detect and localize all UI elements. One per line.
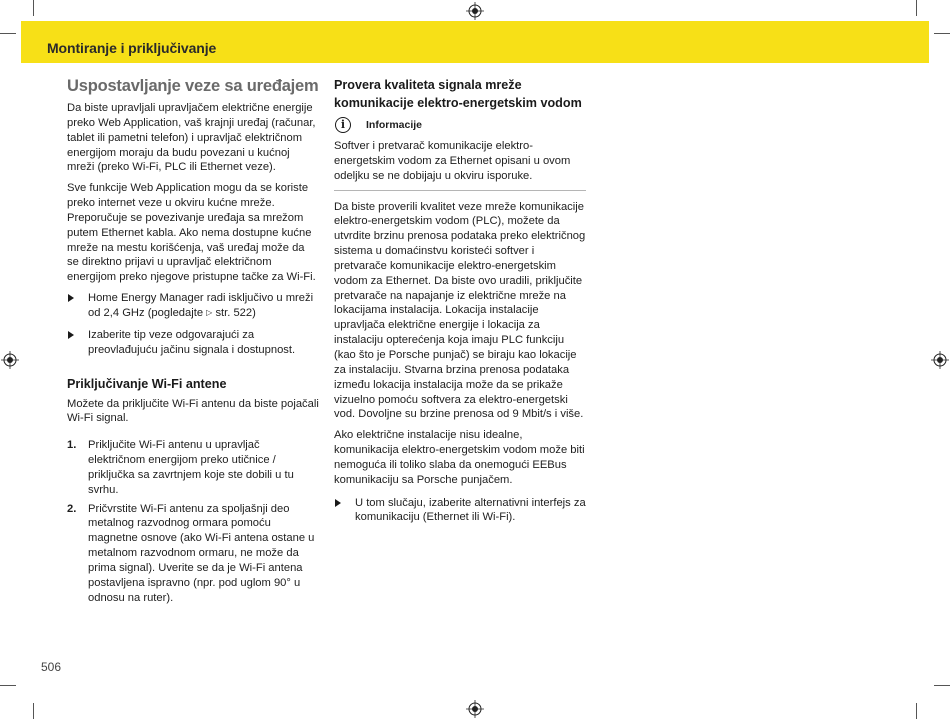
bullet-item <box>67 328 319 358</box>
section-header-title: Montiranje i priključivanje <box>47 40 217 56</box>
section-heading: Provera kvaliteta signala mreže komunikacije elektro-energetskim vodom <box>334 78 582 110</box>
bullet-triangle-icon <box>335 499 341 507</box>
paragraph: Možete da priključite Wi-Fi antenu da biste pojačali Wi-Fi signal. <box>67 397 319 425</box>
crop-mark-top-left-h <box>0 33 16 34</box>
step-text: Pričvrstite Wi-Fi antenu za spoljašnji deo metalnog razvodnog ormara pomoću magnetne osnove (ako Wi-Fi antena ostane u metalnom razvodnom ormaru, ne može da prima signal). Uverite se da je Wi-Fi antena postavljena ispravno (npr. pod uglom 90° u odnosu na ruter). <box>88 502 315 604</box>
page-reference-arrow-icon: ▷ <box>206 307 213 317</box>
crop-mark-top-left-v <box>33 0 34 16</box>
step-number: 1. <box>67 439 77 452</box>
bullet-text: U tom slučaju, izaberite alternativni interfejs za komunikaciju (Ethernet ili Wi-Fi). <box>355 496 586 524</box>
step-number: 2. <box>67 502 77 515</box>
registration-mark-left <box>1 351 19 369</box>
paragraph: Da biste upravljali upravljačem električne energije preko Web Application, vaš krajnji uređaj (računar, tablet ili pametni telefon) i upravljač električnom energijom moraju da budu povezani u kućnoj mreži (preko Wi-Fi, PLC ili Ethernet veze). <box>67 102 316 174</box>
page-number: 506 <box>41 660 62 674</box>
crop-mark-bottom-left-h <box>0 685 16 686</box>
bullet-triangle-icon <box>68 331 74 339</box>
numbered-step <box>67 502 319 606</box>
info-text: Softver i pretvarač komunikacije elektro-energetskim vodom za Ethernet opisani u ovom odeljku se ne dobijaju u okviru isporuke. <box>334 140 571 182</box>
right-column <box>334 76 586 532</box>
numbered-step <box>67 438 319 497</box>
crop-mark-bottom-right-v <box>916 703 917 719</box>
bullet-item <box>67 291 319 321</box>
info-note-header <box>334 117 586 133</box>
registration-mark-right <box>931 351 949 369</box>
divider <box>334 190 586 191</box>
left-column <box>67 76 319 609</box>
paragraph: Ako električne instalacije nisu idealne, komunikacija elektro-energetskim vodom može biti nemoguća ili toliko slaba da onemogući EEBus komunikaciju sa Porsche punjačem. <box>334 429 585 486</box>
paragraph: Sve funkcije Web Application mogu da se koriste preko internet veze u okviru kućne mreže. Preporučuje se povezivanje uređaja sa mrežom putem Ethernet kabla. Ako nema dostupne kućne mreže na mestu korišćenja, vaš uređaj može da se direktno prijavi u upravljač električnom energijom preko njegove pristupne tačke za Wi-Fi. <box>67 182 316 284</box>
subsection-heading: Priključivanje Wi-Fi antene <box>67 376 227 391</box>
info-icon: i <box>335 117 351 133</box>
step-text: Priključite Wi-Fi antenu u upravljač električnom energijom preko utičnice / priključka sa zavrtnjem koje ste dobili u tu svrhu. <box>88 439 294 496</box>
crop-mark-bottom-right-h <box>934 685 950 686</box>
registration-mark-bottom <box>466 700 484 718</box>
registration-mark-top <box>466 2 484 20</box>
section-heading: Uspostavljanje veze sa uređajem <box>67 77 319 95</box>
page-reference-link[interactable]: str. 522) <box>215 306 256 319</box>
info-label: Informacije <box>366 118 423 131</box>
paragraph: Da biste proverili kvalitet veze mreže komunikacije elektro-energetskim vodom (PLC), možete da utvrdite brzinu prenosa podataka preko električnog sistema u domaćinstvu koristeći softver i pretvarače komunikacije elektro-energetskim vodom za Ethernet. Da biste ovo uradili, priključite pretvarače na napajanje iz električne mreže na lokacijama instalacija. Lokacija instalacije upravljača električne energije i lokacija za instalaciju opterećenja koja imaju PLC funkciju (kao što je Porsche punjač) se biraju kao lokacije za instalaciju. Stvarna brzina prenosa podataka između lokacija instalacija može da se prikaže vizuelno pomoću softvera za elektro-energetski vod. Dovoljne su brzine prenosa od 9 Mbit/s i više. <box>334 200 586 421</box>
bullet-item <box>334 496 586 526</box>
bullet-text: Izaberite tip veze odgovarajući za preovlađujuću jačinu signala i dostupnost. <box>88 328 296 356</box>
crop-mark-top-right-h <box>934 33 950 34</box>
bullet-text: Home Energy Manager radi isključivo u mreži od 2,4 GHz (pogledajte <box>88 292 314 319</box>
crop-mark-top-right-v <box>916 0 917 16</box>
crop-mark-bottom-left-v <box>33 703 34 719</box>
bullet-triangle-icon <box>68 294 74 302</box>
